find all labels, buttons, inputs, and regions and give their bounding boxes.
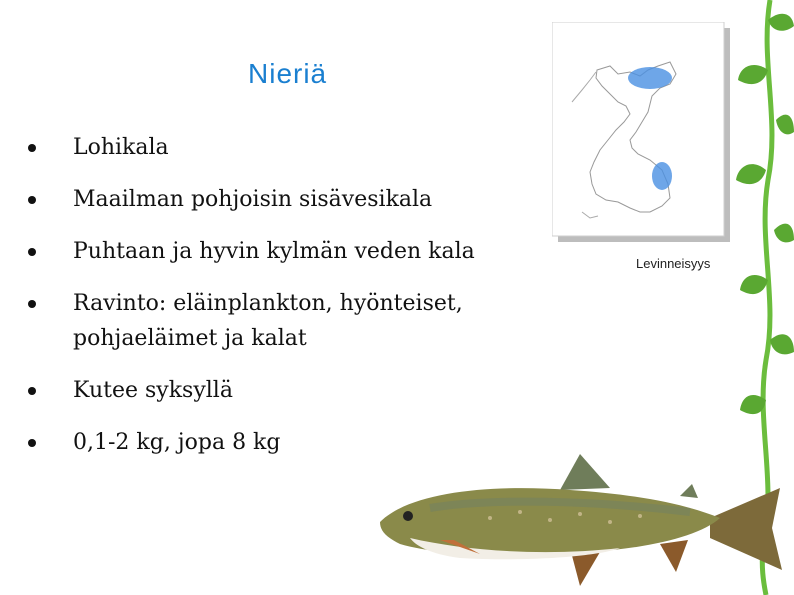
bullet-dot — [28, 300, 36, 308]
bullet-text: Ravinto: eläinplankton, hyönteiset, pohjaeläimet ja kalat — [73, 291, 463, 351]
arctic-char-illustration — [370, 448, 790, 593]
fish-dorsal-fin — [560, 454, 610, 490]
bullet-dot — [28, 248, 36, 256]
bullet-text: Puhtaan ja hyvin kylmän veden kala — [73, 239, 475, 264]
bullet-dot — [28, 387, 36, 395]
fish-anal-fin — [660, 540, 688, 572]
bullet-text: Maailman pohjoisin sisävesikala — [73, 187, 433, 212]
bullet-text: Lohikala — [73, 135, 169, 160]
distribution-map — [552, 22, 732, 244]
map-caption: Levinneisyys — [636, 256, 711, 271]
bullet-dot — [28, 144, 36, 152]
bullet-text: Kutee syksyllä — [73, 378, 233, 403]
fish-adipose-fin — [680, 484, 698, 498]
fish-tail — [710, 488, 782, 570]
fish-eye — [403, 511, 413, 521]
slide-title: Nieriä — [248, 58, 328, 89]
bullet-dot — [28, 439, 36, 447]
range-area-east — [652, 162, 672, 190]
bullet-text: 0,1-2 kg, jopa 8 kg — [73, 430, 281, 455]
bullet-dot — [28, 196, 36, 204]
range-area-north — [628, 67, 672, 89]
